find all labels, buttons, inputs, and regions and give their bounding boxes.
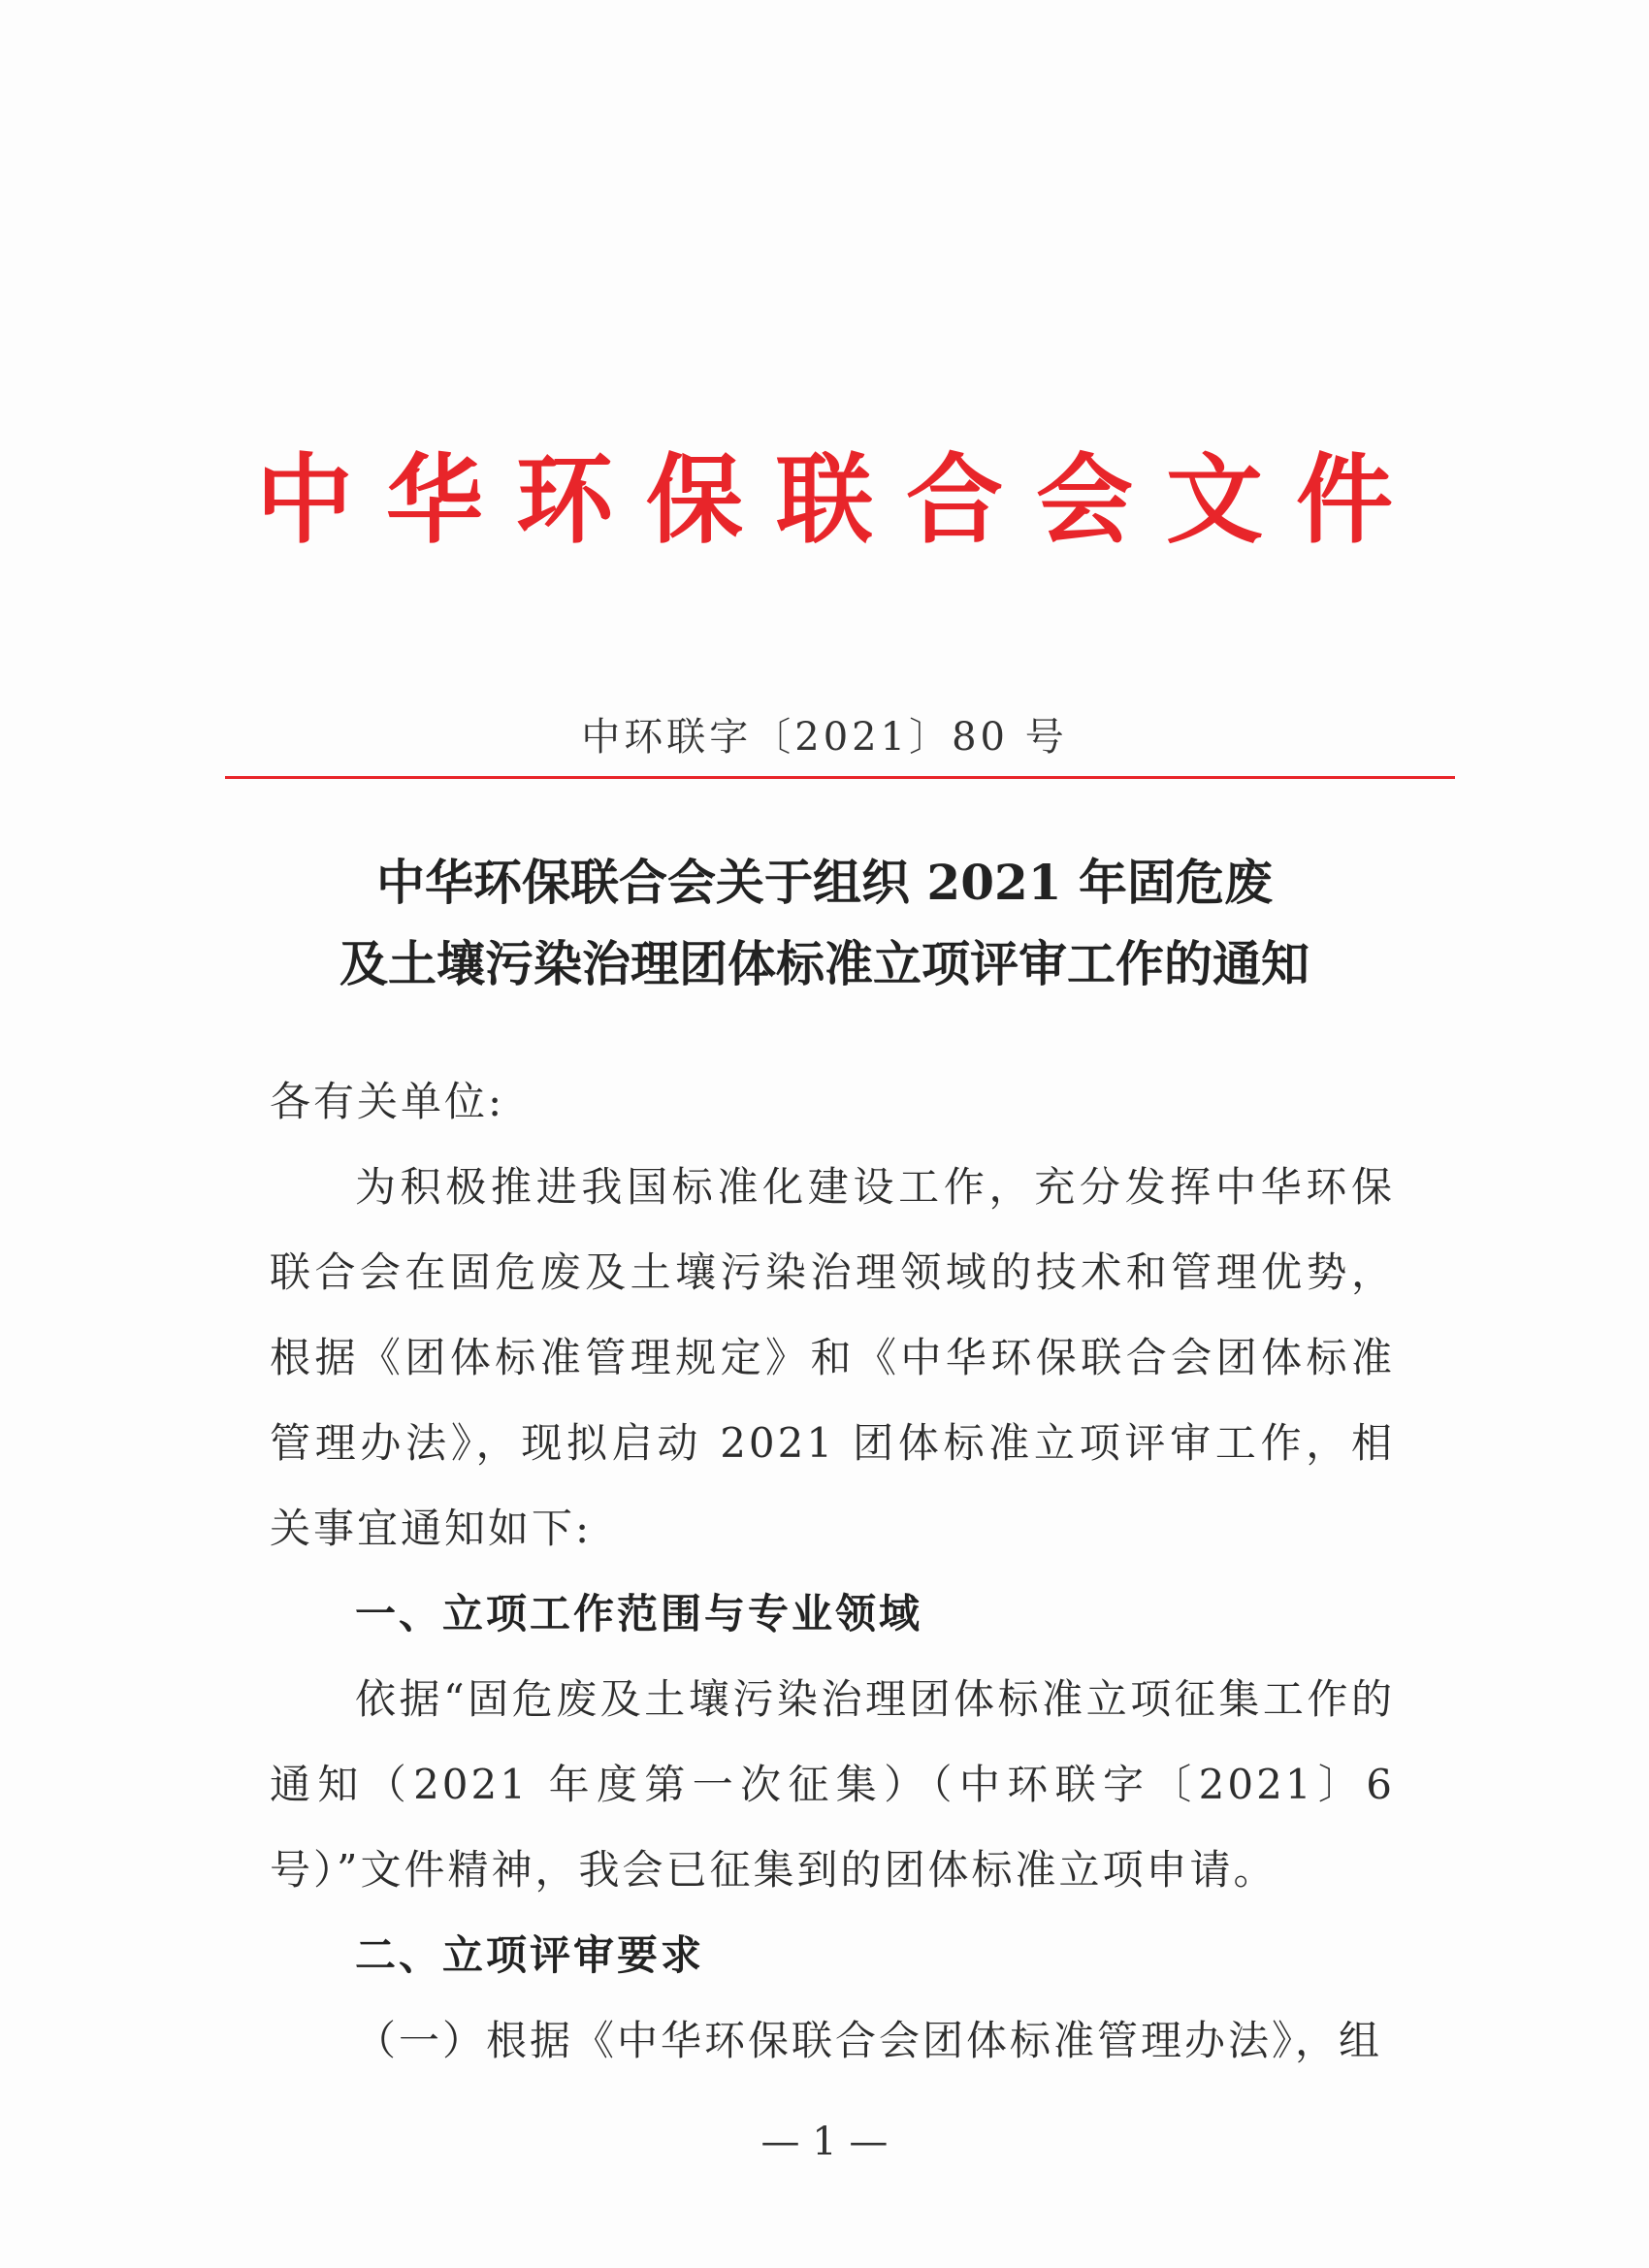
document-title <box>0 842 1649 1005</box>
document-title-line-1: 中华环保联合会关于组织 2021 年固危废 <box>376 854 1273 911</box>
section-1-paragraph: 依据“固危废及土壤污染治理团体标准立项征集工作的通知（2021 年度第一次征集）（中环联字〔2021〕6 号）”文件精神，我会已征集到的团体标准立项申请。 <box>270 1675 1395 1894</box>
page-number: — 1 — <box>760 2120 889 2164</box>
document-title-line-2: 及土壤污染治理团体标准立项评审工作的通知 <box>340 935 1310 992</box>
document-body <box>270 1059 1395 2084</box>
red-divider-line <box>225 776 1455 779</box>
issuer-title: 中华环保联合会文件 <box>256 442 1426 557</box>
salutation: 各有关单位: <box>270 1078 505 1125</box>
section-1-heading: 一、立项工作范围与专业领域 <box>355 1590 923 1637</box>
intro-paragraph: 为积极推进我国标准化建设工作，充分发挥中华环保联合会在固危废及土壤污染治理领域的技术和管理优势，根据《团体标准管理规定》和《中华环保联合会团体标准管理办法》，现拟启动 2021 团体标准立项评审工作，相关事宜通知如下: <box>270 1163 1395 1552</box>
section-2-heading: 二、立项评审要求 <box>355 1931 705 1979</box>
document-number: 中环联字〔2021〕80 号 <box>581 715 1068 760</box>
section-2-item-1: （一）根据《中华环保联合会团体标准管理办法》，组 <box>355 2017 1383 2064</box>
